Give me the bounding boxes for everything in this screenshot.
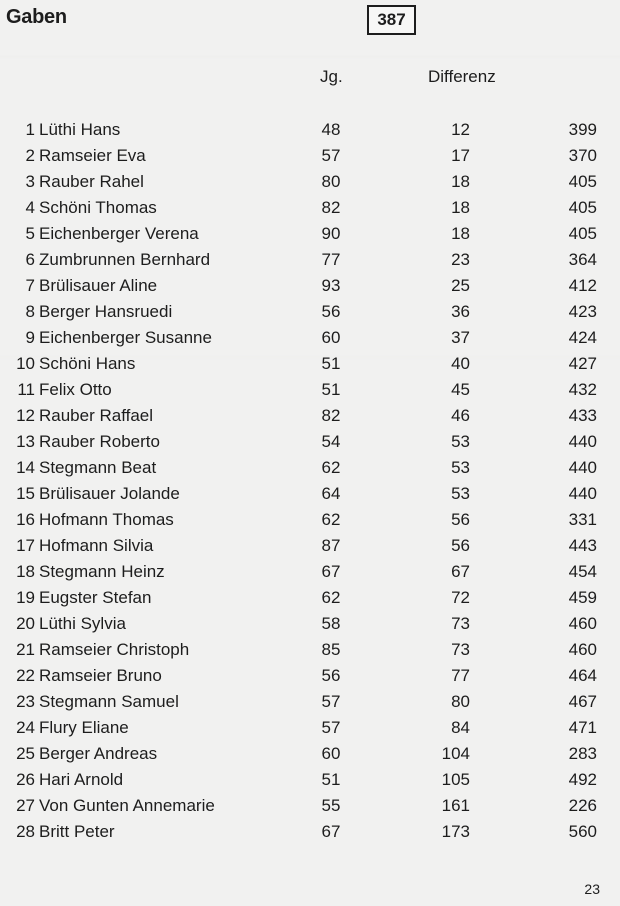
row-jg: 57 — [321, 718, 341, 737]
table-row — [0, 377, 620, 403]
table-row — [0, 169, 620, 195]
row-name: Berger Andreas — [39, 744, 158, 763]
row-score: 460 — [568, 640, 597, 659]
row-score: 424 — [568, 328, 597, 347]
row-jg: 85 — [321, 640, 341, 659]
row-score: 370 — [568, 146, 597, 165]
row-score: 454 — [568, 562, 597, 581]
row-jg: 58 — [321, 614, 341, 633]
row-rank: 10 — [16, 354, 35, 373]
row-rank: 12 — [16, 406, 35, 425]
row-name: Zumbrunnen Bernhard — [39, 250, 211, 269]
page-title: Gaben — [6, 6, 67, 28]
table-row — [0, 299, 620, 325]
row-score: 427 — [568, 354, 597, 373]
row-differenz: 105 — [441, 770, 470, 789]
results-table — [0, 117, 620, 845]
row-name: Stegmann Beat — [39, 458, 157, 477]
row-score: 423 — [568, 302, 597, 321]
table-row — [0, 247, 620, 273]
row-jg: 56 — [321, 302, 341, 321]
row-jg: 48 — [321, 120, 341, 139]
row-jg: 62 — [321, 510, 341, 529]
row-score: 364 — [568, 250, 597, 269]
row-differenz: 53 — [451, 458, 470, 477]
row-differenz: 84 — [451, 718, 470, 737]
row-jg: 62 — [321, 588, 341, 607]
row-differenz: 173 — [441, 822, 470, 841]
row-name: Brülisauer Jolande — [39, 484, 180, 503]
row-differenz: 17 — [451, 146, 470, 165]
row-jg: 64 — [321, 484, 341, 503]
row-differenz: 18 — [451, 224, 470, 243]
row-rank: 14 — [16, 458, 35, 477]
row-differenz: 25 — [451, 276, 470, 295]
row-differenz: 104 — [441, 744, 470, 763]
row-score: 412 — [568, 276, 597, 295]
table-row — [0, 429, 620, 455]
row-jg: 60 — [321, 744, 341, 763]
row-jg: 77 — [321, 250, 341, 269]
row-score: 443 — [568, 536, 597, 555]
row-name: Schöni Thomas — [39, 198, 157, 217]
table-row — [0, 195, 620, 221]
row-jg: 67 — [321, 822, 341, 841]
row-jg: 51 — [321, 770, 341, 789]
row-rank: 27 — [16, 796, 35, 815]
row-jg: 51 — [321, 354, 341, 373]
row-rank: 17 — [16, 536, 35, 555]
row-differenz: 18 — [451, 198, 470, 217]
row-name: Hofmann Silvia — [39, 536, 154, 555]
row-rank: 9 — [25, 328, 35, 347]
row-name: Eugster Stefan — [39, 588, 152, 607]
row-score: 560 — [568, 822, 597, 841]
row-jg: 56 — [321, 666, 341, 685]
row-jg: 93 — [321, 276, 341, 295]
row-rank: 3 — [25, 172, 35, 191]
table-row — [0, 611, 620, 637]
row-score: 331 — [568, 510, 597, 529]
row-name: Von Gunten Annemarie — [39, 796, 215, 815]
row-jg: 55 — [321, 796, 341, 815]
row-rank: 15 — [16, 484, 35, 503]
table-row — [0, 455, 620, 481]
table-row — [0, 273, 620, 299]
row-differenz: 67 — [451, 562, 470, 581]
row-differenz: 73 — [451, 640, 470, 659]
row-jg: 87 — [321, 536, 341, 555]
row-rank: 24 — [16, 718, 35, 737]
row-rank: 4 — [25, 198, 35, 217]
row-name: Stegmann Heinz — [39, 562, 165, 581]
row-name: Flury Eliane — [39, 718, 129, 737]
row-name: Stegmann Samuel — [39, 692, 179, 711]
table-row — [0, 819, 620, 845]
row-score: 432 — [568, 380, 597, 399]
row-rank: 7 — [25, 276, 35, 295]
target-value-box: 387 — [367, 5, 416, 35]
row-score: 440 — [568, 484, 597, 503]
row-name: Eichenberger Verena — [39, 224, 199, 243]
row-name: Hari Arnold — [39, 770, 124, 789]
row-rank: 18 — [16, 562, 35, 581]
row-score: 459 — [568, 588, 597, 607]
row-jg: 57 — [321, 692, 341, 711]
table-row — [0, 689, 620, 715]
row-jg: 62 — [321, 458, 341, 477]
row-jg: 82 — [321, 198, 341, 217]
row-rank: 13 — [16, 432, 35, 451]
row-name: Rauber Raffael — [39, 406, 154, 425]
row-name: Felix Otto — [39, 380, 112, 399]
row-name: Britt Peter — [39, 822, 115, 841]
row-jg: 51 — [321, 380, 341, 399]
row-differenz: 23 — [451, 250, 470, 269]
row-name: Hofmann Thomas — [39, 510, 174, 529]
table-row — [0, 559, 620, 585]
row-differenz: 161 — [441, 796, 470, 815]
row-name: Lüthi Hans — [39, 120, 121, 139]
row-name: Ramseier Eva — [39, 146, 146, 165]
row-score: 283 — [568, 744, 597, 763]
row-rank: 28 — [16, 822, 35, 841]
table-row — [0, 715, 620, 741]
row-name: Ramseier Bruno — [39, 666, 162, 685]
row-name: Berger Hansruedi — [39, 302, 173, 321]
row-score: 226 — [568, 796, 597, 815]
table-row — [0, 143, 620, 169]
table-row — [0, 533, 620, 559]
row-name: Brülisauer Aline — [39, 276, 158, 295]
table-row — [0, 767, 620, 793]
row-differenz: 45 — [451, 380, 470, 399]
row-rank: 1 — [25, 120, 35, 139]
row-rank: 5 — [25, 224, 35, 243]
row-rank: 8 — [25, 302, 35, 321]
row-jg: 54 — [321, 432, 341, 451]
table-row — [0, 351, 620, 377]
row-score: 405 — [568, 224, 597, 243]
row-differenz: 40 — [451, 354, 470, 373]
row-rank: 26 — [16, 770, 35, 789]
row-differenz: 12 — [451, 120, 470, 139]
row-differenz: 56 — [451, 536, 470, 555]
page-number: 23 — [584, 881, 600, 897]
row-score: 440 — [568, 432, 597, 451]
row-score: 433 — [568, 406, 597, 425]
row-score: 464 — [568, 666, 597, 685]
table-row — [0, 403, 620, 429]
row-differenz: 53 — [451, 484, 470, 503]
table-row — [0, 637, 620, 663]
row-jg: 67 — [321, 562, 341, 581]
row-score: 492 — [568, 770, 597, 789]
row-score: 467 — [568, 692, 597, 711]
row-differenz: 56 — [451, 510, 470, 529]
row-jg: 90 — [321, 224, 341, 243]
row-differenz: 53 — [451, 432, 470, 451]
row-differenz: 77 — [451, 666, 470, 685]
row-differenz: 37 — [451, 328, 470, 347]
row-rank: 19 — [16, 588, 35, 607]
row-differenz: 72 — [451, 588, 470, 607]
table-row — [0, 117, 620, 143]
table-row — [0, 221, 620, 247]
row-rank: 6 — [25, 250, 35, 269]
row-score: 405 — [568, 172, 597, 191]
column-header-jg: Jg. — [320, 67, 343, 86]
row-name: Ramseier Christoph — [39, 640, 190, 659]
row-rank: 25 — [16, 744, 35, 763]
row-rank: 21 — [16, 640, 35, 659]
table-row — [0, 481, 620, 507]
row-name: Rauber Roberto — [39, 432, 160, 451]
table-row — [0, 741, 620, 767]
row-name: Eichenberger Susanne — [39, 328, 212, 347]
row-score: 440 — [568, 458, 597, 477]
table-row — [0, 585, 620, 611]
row-name: Schöni Hans — [39, 354, 136, 373]
row-rank: 23 — [16, 692, 35, 711]
table-row — [0, 793, 620, 819]
table-row — [0, 325, 620, 351]
row-jg: 60 — [321, 328, 341, 347]
row-score: 471 — [568, 718, 597, 737]
table-row — [0, 663, 620, 689]
row-name: Rauber Rahel — [39, 172, 144, 191]
row-rank: 20 — [16, 614, 35, 633]
row-differenz: 80 — [451, 692, 470, 711]
row-differenz: 18 — [451, 172, 470, 191]
column-header-differenz: Differenz — [428, 67, 496, 86]
row-rank: 11 — [17, 380, 35, 399]
table-row — [0, 507, 620, 533]
row-name: Lüthi Sylvia — [39, 614, 126, 633]
row-score: 399 — [568, 120, 597, 139]
row-jg: 82 — [321, 406, 341, 425]
row-rank: 16 — [16, 510, 35, 529]
row-score: 460 — [568, 614, 597, 633]
row-rank: 2 — [25, 146, 35, 165]
row-score: 405 — [568, 198, 597, 217]
row-differenz: 46 — [451, 406, 470, 425]
row-jg: 57 — [321, 146, 341, 165]
row-rank: 22 — [16, 666, 35, 685]
row-jg: 80 — [321, 172, 341, 191]
row-differenz: 73 — [451, 614, 470, 633]
row-differenz: 36 — [451, 302, 470, 321]
